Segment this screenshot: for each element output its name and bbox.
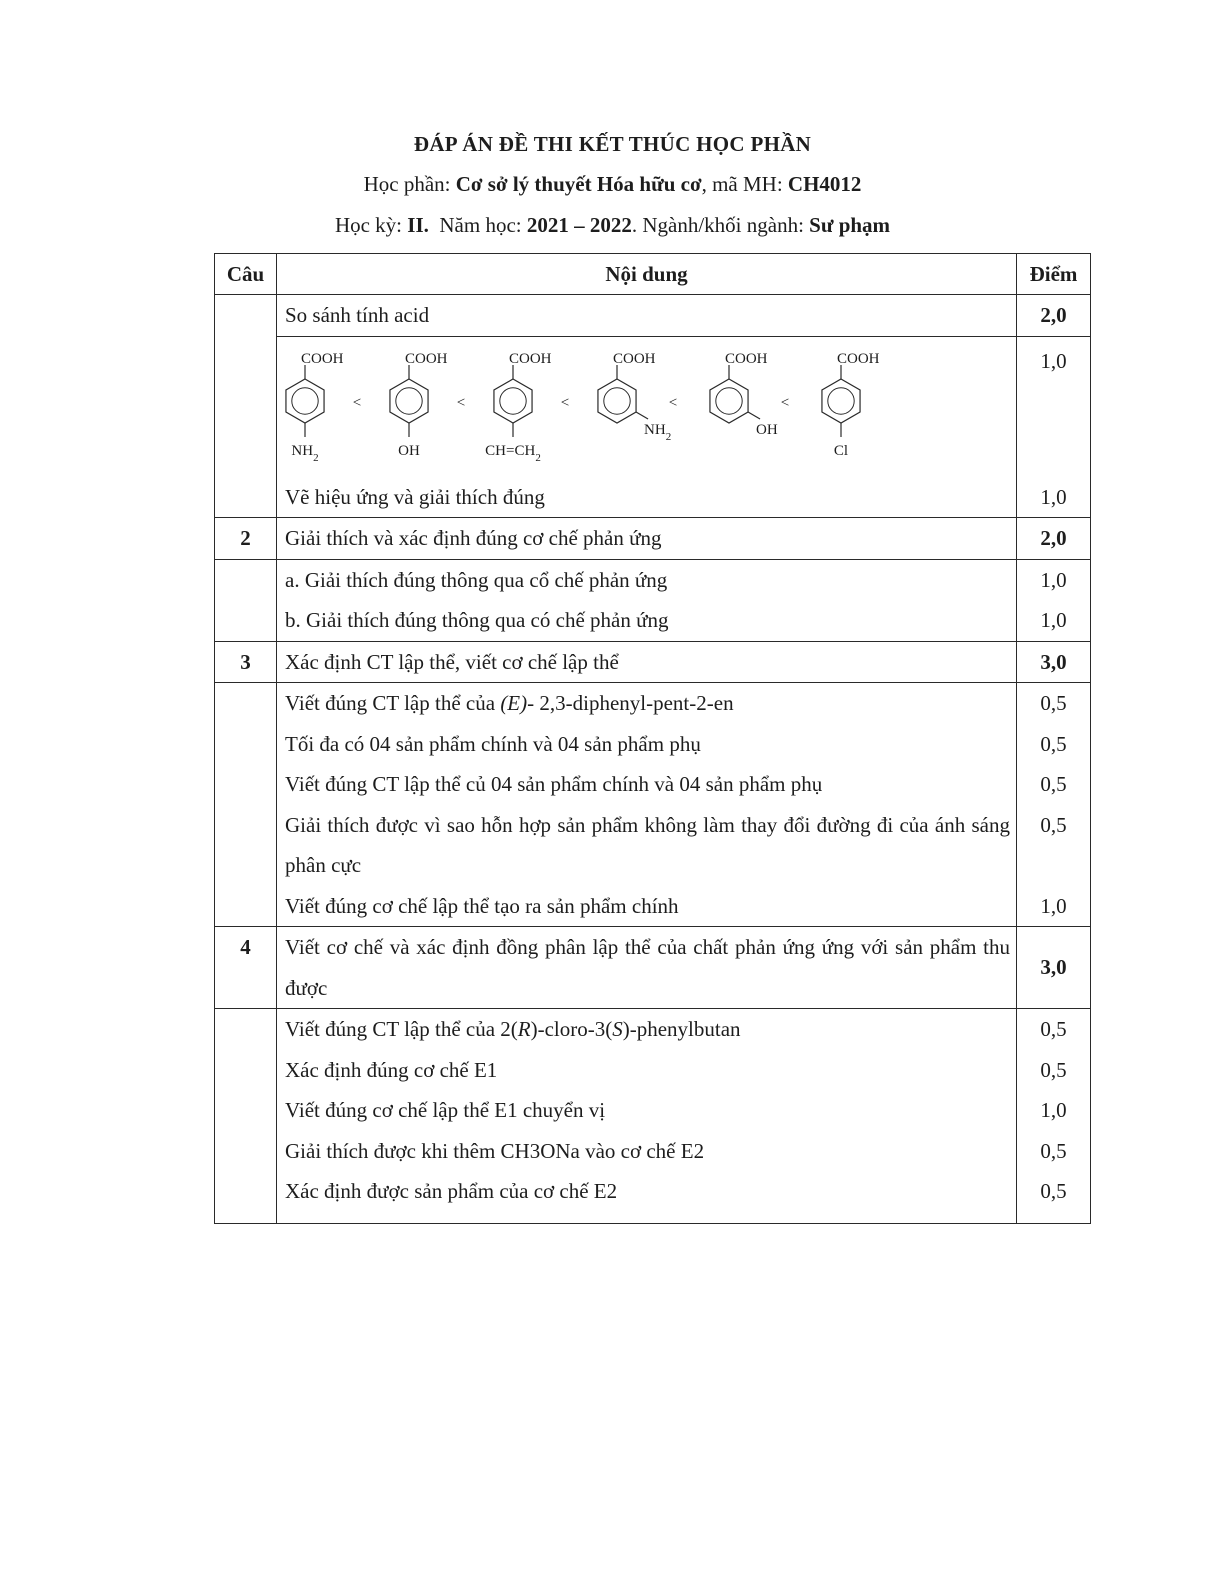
q4-item-3: Viết đúng cơ chế lập thể E1 chuyển vị: [285, 1098, 606, 1122]
year-value: 2021 – 2022: [526, 213, 632, 237]
q2-title: Giải thích và xác định đúng cơ chế phản ứng: [285, 526, 662, 550]
q3-item-1-em: (E): [500, 691, 528, 715]
q4-item-5-score: 0,5: [1040, 1179, 1067, 1203]
term-line: [0, 213, 1225, 238]
cooh-label: COOH: [613, 350, 656, 367]
q2-number: 2: [215, 518, 277, 560]
q4-score: 3,0: [1040, 955, 1067, 980]
q4-item-5: Xác định được sản phẩm của cơ chế E2: [285, 1179, 618, 1203]
q4-item-1-a: Viết đúng CT lập thể của 2(: [285, 1017, 518, 1041]
q3-blank-cell: [215, 683, 277, 927]
q4-item-1-r: R: [517, 1017, 531, 1041]
q4-item-4-score: 0,5: [1040, 1138, 1067, 1163]
q4-item-2: Xác định đúng cơ chế E1: [285, 1057, 498, 1082]
header-content: Nội dung: [277, 254, 1017, 295]
table-header-row: [215, 254, 1091, 295]
cooh-label: COOH: [837, 350, 880, 367]
q3-item-2: Tối đa có 04 sản phẩm chính và 04 sản phẩm phụ: [285, 731, 701, 756]
q4-item-1-score: 0,5: [1040, 1017, 1067, 1041]
q3-item-5: Viết đúng cơ chế lập thể tạo ra sản phẩm chính: [285, 893, 679, 918]
course-line: [0, 172, 1225, 197]
q3-title-row: [215, 641, 1091, 683]
q4-item-1: [277, 1009, 1016, 1050]
q3-item-1-b: - 2,3-diphenyl-pent-2-en: [527, 691, 734, 715]
q3-item-5-score: 1,0: [1040, 893, 1067, 918]
q2-detail-row: [215, 559, 1091, 641]
q4-item-4: Giải thích được khi thêm CH3ONa vào cơ chế E2: [285, 1138, 705, 1163]
benzoic-acid-structures: [277, 337, 1017, 477]
aromatic-circle: [292, 387, 318, 413]
less-than-sign: <: [780, 394, 790, 411]
major-value: Sư phạm: [809, 213, 891, 237]
q1-item-explain-score: 1,0: [1040, 484, 1067, 509]
substituent-bond: [636, 412, 648, 419]
cooh-label: COOH: [301, 350, 344, 367]
q2-score: 2,0: [1040, 526, 1067, 550]
less-than-sign: <: [456, 394, 466, 411]
q3-item-3: Viết đúng CT lập thể củ 04 sản phẩm chính và 04 sản phẩm phụ: [285, 772, 823, 796]
q1-number-cell: [215, 295, 277, 518]
q3-score: 3,0: [1040, 649, 1067, 674]
term-value: II.: [407, 213, 429, 237]
q4-detail-row: [215, 1009, 1091, 1224]
substituent-label: OH: [756, 421, 778, 438]
course-code: CH4012: [787, 172, 862, 196]
substituent-label: OH: [398, 442, 420, 459]
substituent-bond: [748, 412, 760, 419]
q2-item-b-score: 1,0: [1040, 608, 1067, 632]
q4-item-1-s: S: [612, 1017, 623, 1041]
less-than-sign: <: [560, 394, 570, 411]
aromatic-circle: [500, 387, 526, 413]
acidity-order-diagram: [277, 337, 1016, 477]
course-prefix: Học phần:: [363, 172, 456, 196]
q4-item-1-c: )-phenylbutan: [622, 1017, 741, 1041]
substituent-label: $NH_2$: [644, 421, 672, 443]
course-name: Cơ sở lý thuyết Hóa hữu cơ: [455, 172, 702, 196]
q1-title-row: [215, 295, 1091, 337]
substituent-label: Cl: [833, 442, 849, 459]
header-score: Điểm: [1017, 254, 1091, 295]
q3-item-1: [277, 683, 1016, 724]
q3-detail-row: [215, 683, 1091, 927]
q3-number: 3: [215, 641, 277, 683]
q4-blank-cell: [215, 1009, 277, 1224]
less-than-sign: <: [352, 394, 362, 411]
substituent-label: $NH_2$: [291, 442, 319, 464]
q2-blank-cell: [215, 559, 277, 641]
page-title: ĐÁP ÁN ĐỀ THI KẾT THÚC HỌC PHẦN: [413, 132, 812, 156]
q3-item-3-score: 0,5: [1040, 772, 1067, 796]
aromatic-circle: [396, 387, 422, 413]
q1-item-explain: Vẽ hiệu ứng và giải thích đúng: [285, 484, 545, 509]
q3-item-1-a: Viết đúng CT lập thể của: [285, 691, 501, 715]
answer-table: [214, 253, 1091, 1224]
cooh-label: COOH: [725, 350, 768, 367]
q4-item-2-score: 0,5: [1040, 1057, 1067, 1082]
q4-title: Viết cơ chế và xác định đồng phân lập thể của chất phản ứng ứng với sản phẩm thu được: [285, 935, 1010, 1000]
cooh-label: COOH: [509, 350, 552, 367]
q4-item-3-score: 1,0: [1040, 1098, 1067, 1122]
q2-title-row: [215, 518, 1091, 560]
q3-title: Xác định CT lập thể, viết cơ chế lập thể: [285, 649, 619, 674]
q2-item-a-score: 1,0: [1040, 567, 1067, 592]
year-prefix: Năm học:: [428, 213, 527, 237]
header-question: Câu: [215, 254, 277, 295]
course-code-prefix: , mã MH:: [701, 172, 788, 196]
q2-item-a: a. Giải thích đúng thông qua cổ chế phản ứng: [285, 567, 668, 592]
q3-item-1-score: 0,5: [1040, 691, 1067, 715]
q4-item-1-b: )-cloro-3(: [530, 1017, 613, 1041]
term-prefix: Học kỳ:: [334, 213, 408, 237]
aromatic-circle: [828, 387, 854, 413]
q1-item-order-score: 1,0: [1040, 348, 1067, 373]
q4-title-row: [215, 927, 1091, 1009]
aromatic-circle: [604, 387, 630, 413]
q1-detail-row: [215, 336, 1091, 518]
q1-score: 2,0: [1040, 303, 1067, 327]
less-than-sign: <: [668, 394, 678, 411]
cooh-label: COOH: [405, 350, 448, 367]
q2-item-b: b. Giải thích đúng thông qua có chế phản ứng: [285, 608, 669, 632]
q3-item-4: Giải thích được vì sao hỗn hợp sản phẩm không làm thay đổi đường đi của ánh sáng phân cực: [285, 812, 1010, 877]
major-prefix: . Ngành/khối ngành:: [631, 213, 810, 237]
substituent-label: $CH=CH_2$: [485, 442, 541, 464]
q3-item-2-score: 0,5: [1040, 731, 1067, 756]
q1-title: So sánh tính acid: [285, 303, 430, 327]
q3-item-4-score: 0,5: [1040, 812, 1067, 837]
q4-number: 4: [215, 927, 277, 1009]
aromatic-circle: [716, 387, 742, 413]
